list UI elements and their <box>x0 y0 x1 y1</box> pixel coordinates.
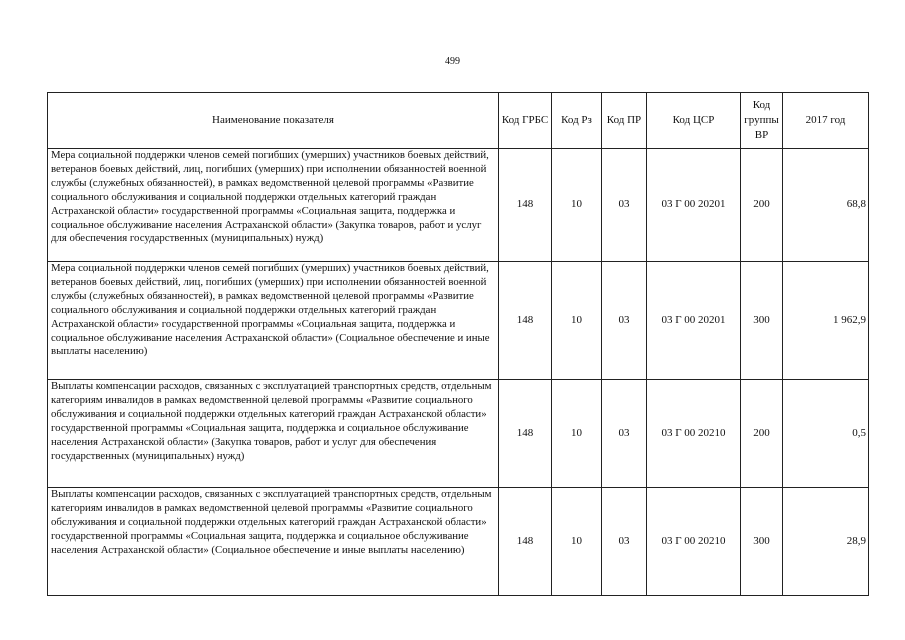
row-vr: 200 <box>741 380 783 488</box>
row-amount: 28,9 <box>783 488 869 596</box>
header-rz: Код Рз <box>552 93 602 149</box>
table-row <box>48 380 869 488</box>
header-vr: Код группы ВР <box>741 93 783 149</box>
page-number: 499 <box>445 56 460 67</box>
header-year: 2017 год <box>783 93 869 149</box>
row-pr: 03 <box>602 380 647 488</box>
row-csr: 03 Г 00 20201 <box>647 149 741 262</box>
row-grbs: 148 <box>499 149 552 262</box>
header-pr: Код ПР <box>602 93 647 149</box>
row-grbs: 148 <box>499 380 552 488</box>
row-pr: 03 <box>602 488 647 596</box>
row-csr: 03 Г 00 20201 <box>647 262 741 380</box>
row-rz: 10 <box>552 149 602 262</box>
row-csr: 03 Г 00 20210 <box>647 488 741 596</box>
header-csr: Код ЦСР <box>647 93 741 149</box>
row-amount: 1 962,9 <box>783 262 869 380</box>
row-grbs: 148 <box>499 262 552 380</box>
row-rz: 10 <box>552 380 602 488</box>
row-grbs: 148 <box>499 488 552 596</box>
row-name: Мера социальной поддержки членов семей погибших (умерших) участников боевых действий, ветеранов боевых действий, лиц, погибших (умерших) при исполнении обязанностей военной службы (служебных обязанностей), в рамках ведомственной целевой программы «Развитие социального обслуживания и социальной поддержки отдельных категорий граждан Астраханской области» государственной программы «Социальная защита, поддержка и социальное обслуживание населения Астраханской области» (Закупка товаров, работ и услуг для обеспечения государственных (муниципальных) нужд) <box>48 149 499 262</box>
row-vr: 300 <box>741 262 783 380</box>
row-vr: 300 <box>741 488 783 596</box>
row-amount: 0,5 <box>783 380 869 488</box>
row-pr: 03 <box>602 262 647 380</box>
row-rz: 10 <box>552 262 602 380</box>
header-row <box>48 93 869 149</box>
table-row <box>48 488 869 596</box>
table-row <box>48 149 869 262</box>
budget-table <box>47 92 869 596</box>
header-name: Наименование показателя <box>48 93 499 149</box>
row-pr: 03 <box>602 149 647 262</box>
row-name: Выплаты компенсации расходов, связанных с эксплуатацией транспортных средств, отдельным категориям инвалидов в рамках ведомственной целевой программы «Развитие социального обслуживания и социальной поддержки отдельных категорий граждан Астраханской области» государственной программы «Социальная защита, поддержка и социальное обслуживание населения Астраханской области» (Закупка товаров, работ и услуг для обеспечения государственных (муниципальных) нужд) <box>48 380 499 488</box>
row-name: Выплаты компенсации расходов, связанных с эксплуатацией транспортных средств, отдельным категориям инвалидов в рамках ведомственной целевой программы «Развитие социального обслуживания и социальной поддержки отдельных категорий граждан Астраханской области» государственной программы «Социальная защита, поддержка и социальное обслуживание населения Астраханской области» (Социальное обеспечение и иные выплаты населению) <box>48 488 499 596</box>
row-rz: 10 <box>552 488 602 596</box>
row-csr: 03 Г 00 20210 <box>647 380 741 488</box>
row-name: Мера социальной поддержки членов семей погибших (умерших) участников боевых действий, ветеранов боевых действий, лиц, погибших (умерших) при исполнении обязанностей военной службы (служебных обязанностей), в рамках ведомственной целевой программы «Развитие социального обслуживания и социальной поддержки отдельных категорий граждан Астраханской области» государственной программы «Социальная защита, поддержка и социальное обслуживание населения Астраханской области» (Социальное обеспечение и иные выплаты населению) <box>48 262 499 380</box>
row-amount: 68,8 <box>783 149 869 262</box>
row-vr: 200 <box>741 149 783 262</box>
table-row <box>48 262 869 380</box>
header-grbs: Код ГРБС <box>499 93 552 149</box>
